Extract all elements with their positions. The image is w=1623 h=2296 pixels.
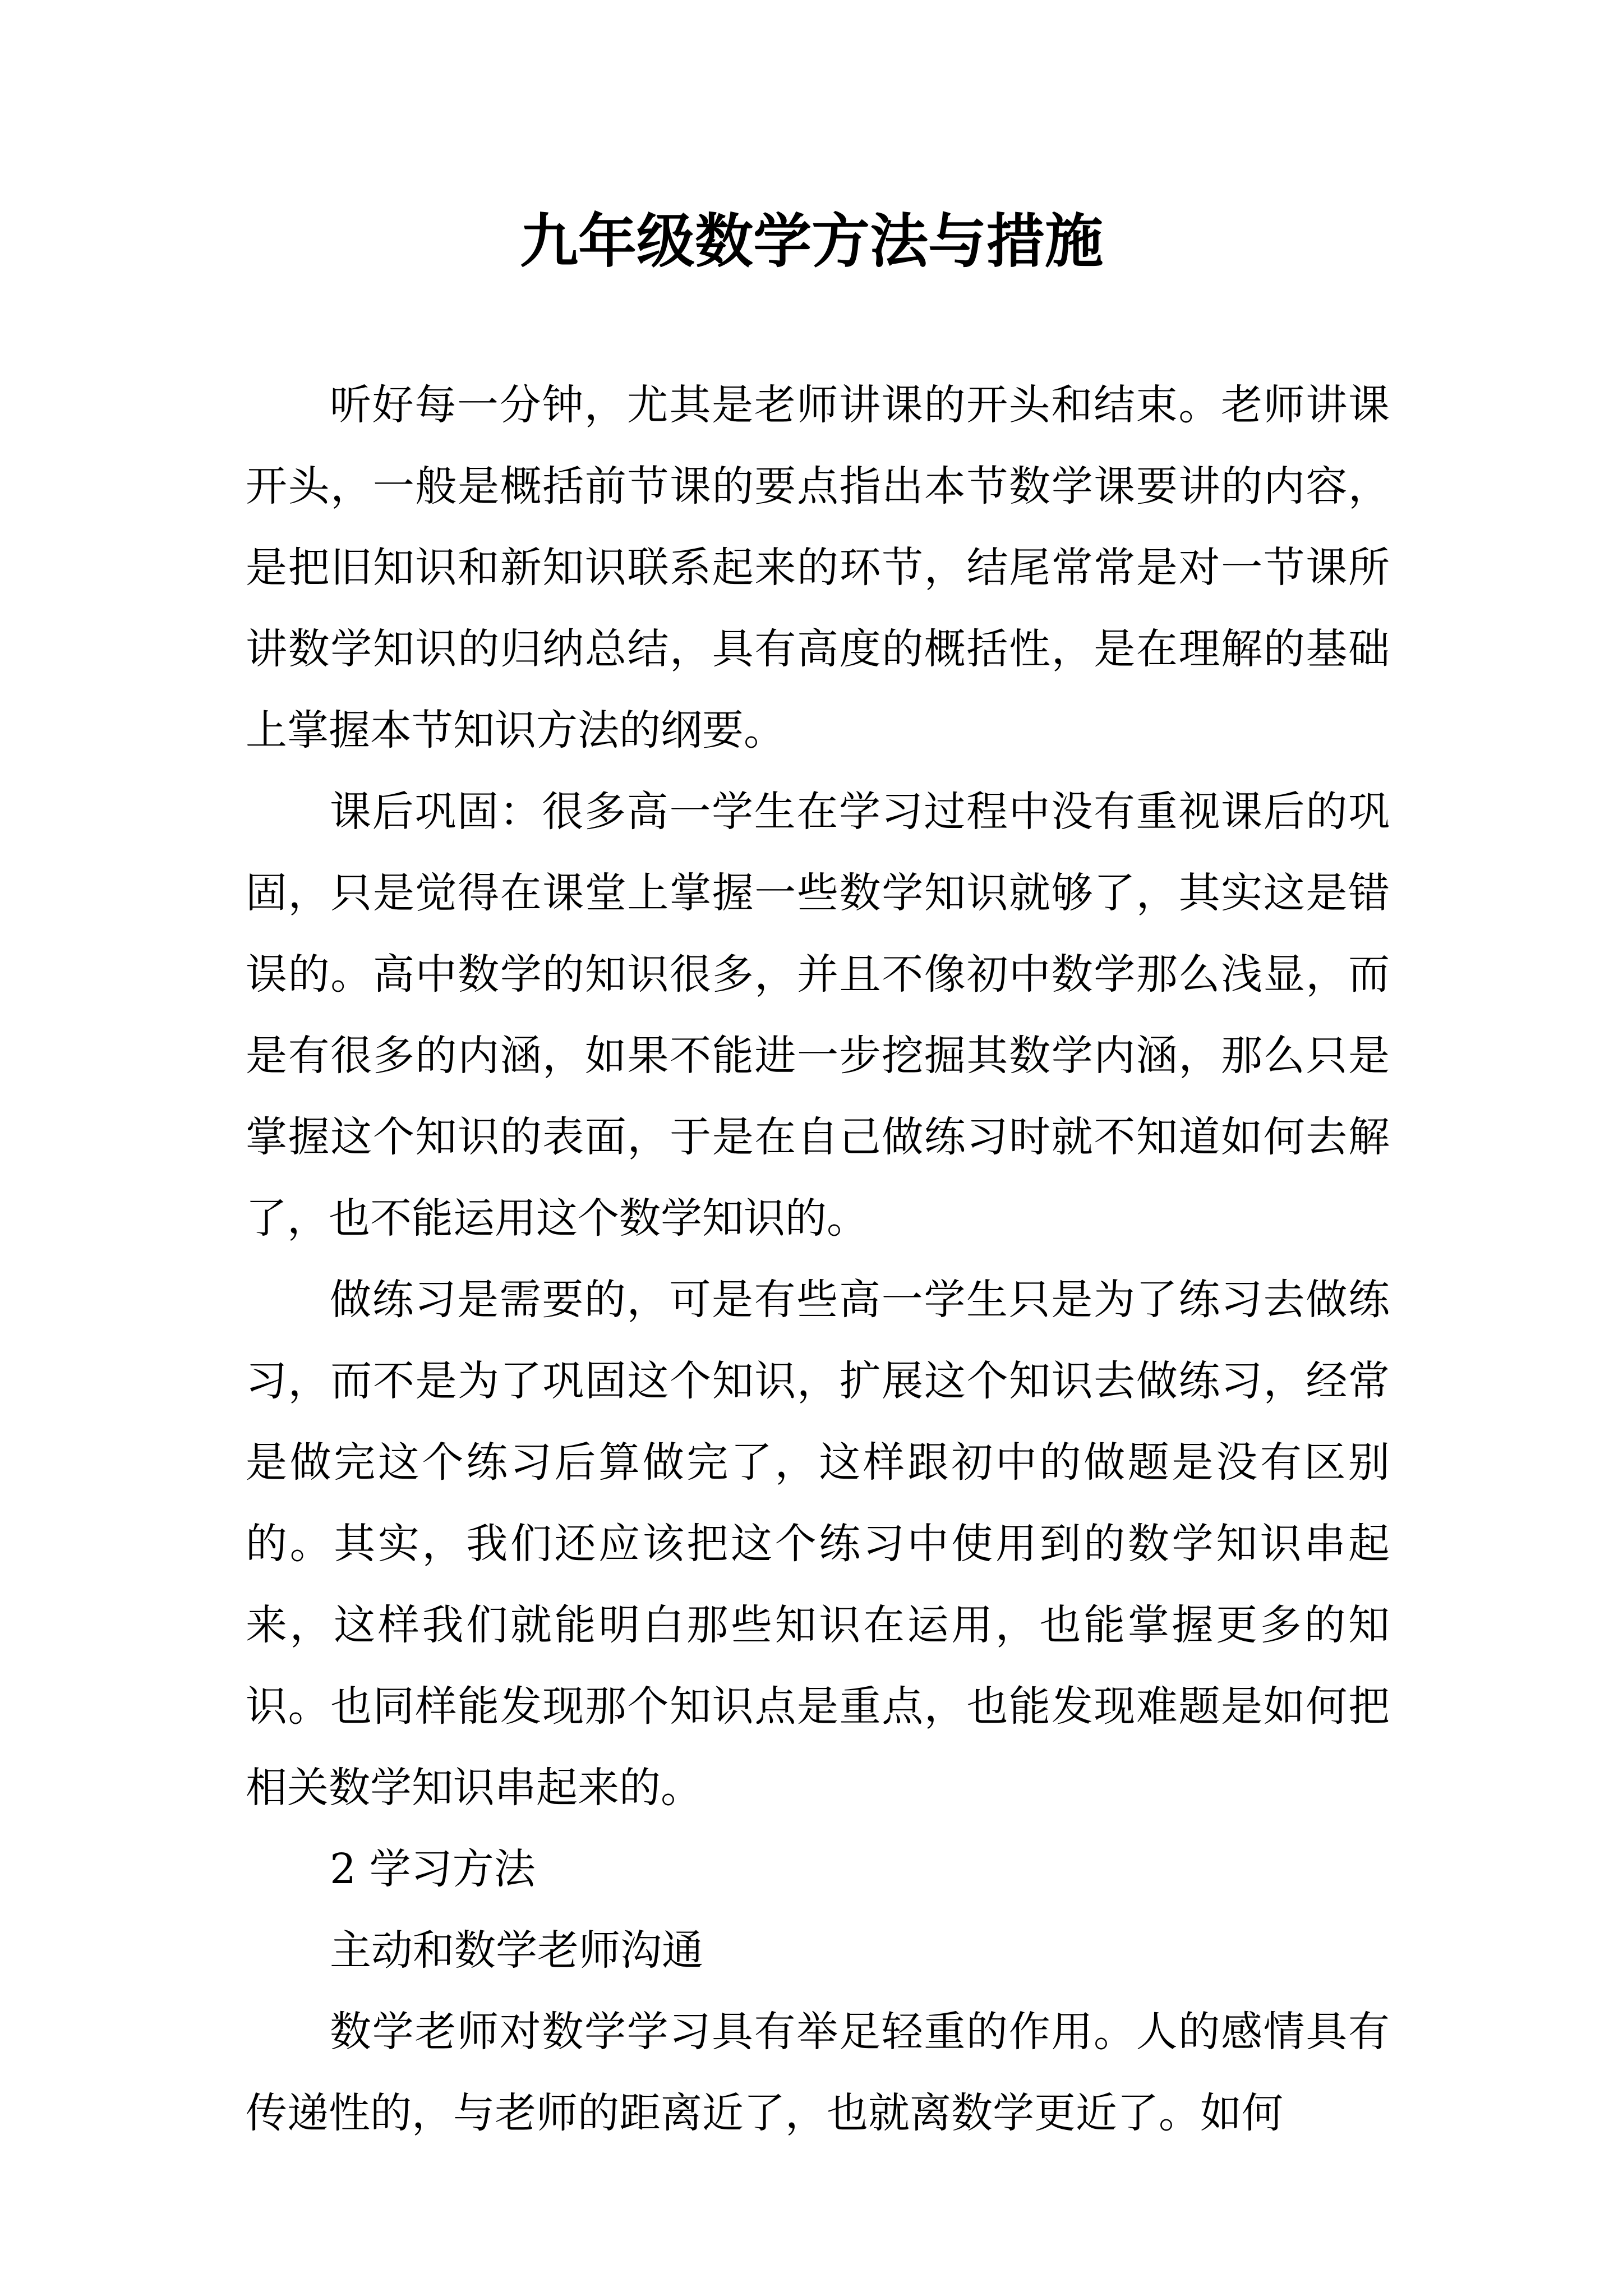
paragraph-doing-exercises: 做练习是需要的，可是有些高一学生只是为了练习去做练习，而不是为了巩固这个知识，扩展这个知识去做练习，经常是做完这个练习后算做完了，这样跟初中的做题是没有区别的。其实，我们还应该把这个练习中使用到的数学知识串起来，这样我们就能明白那些知识在运用，也能掌握更多的知识。也同样能发现那个知识点是重点，也能发现难题是如何把相关数学知识串起来的。 (246, 1276, 1390, 1812)
paragraph-listen-each-minute: 听好每一分钟，尤其是老师讲课的开头和结束。老师讲课开头，一般是概括前节课的要点指出本节数学课要讲的内容，是把旧知识和新知识联系起来的环节，结尾常常是对一节课所讲数学知识的归纳总结，具有高度的概括性，是在理解的基础上掌握本节知识方法的纲要。 (246, 381, 1390, 754)
section-heading-study-methods: 2 学习方法 (330, 1845, 536, 1893)
document-title: 九年级数学方法与措施 (519, 206, 1103, 275)
document-body (246, 365, 1390, 2154)
paragraph-after-class-review: 课后巩固：很多高一学生在学习过程中没有重视课后的巩固，只是觉得在课堂上掌握一些数学知识就够了，其实这是错误的。高中数学的知识很多，并且不像初中数学那么浅显，而是有很多的内涵，如果不能进一步挖掘其数学内涵，那么只是掌握这个知识的表面，于是在自己做练习时就不知道如何去解了，也不能运用这个数学知识的。 (246, 788, 1390, 1243)
paragraph-teacher-role: 数学老师对数学学习具有举足轻重的作用。人的感情具有传递性的，与老师的距离近了，也就离数学更近了。如何 (246, 2008, 1390, 2137)
subheading-communicate-with-teacher: 主动和数学老师沟通 (330, 1926, 703, 1975)
